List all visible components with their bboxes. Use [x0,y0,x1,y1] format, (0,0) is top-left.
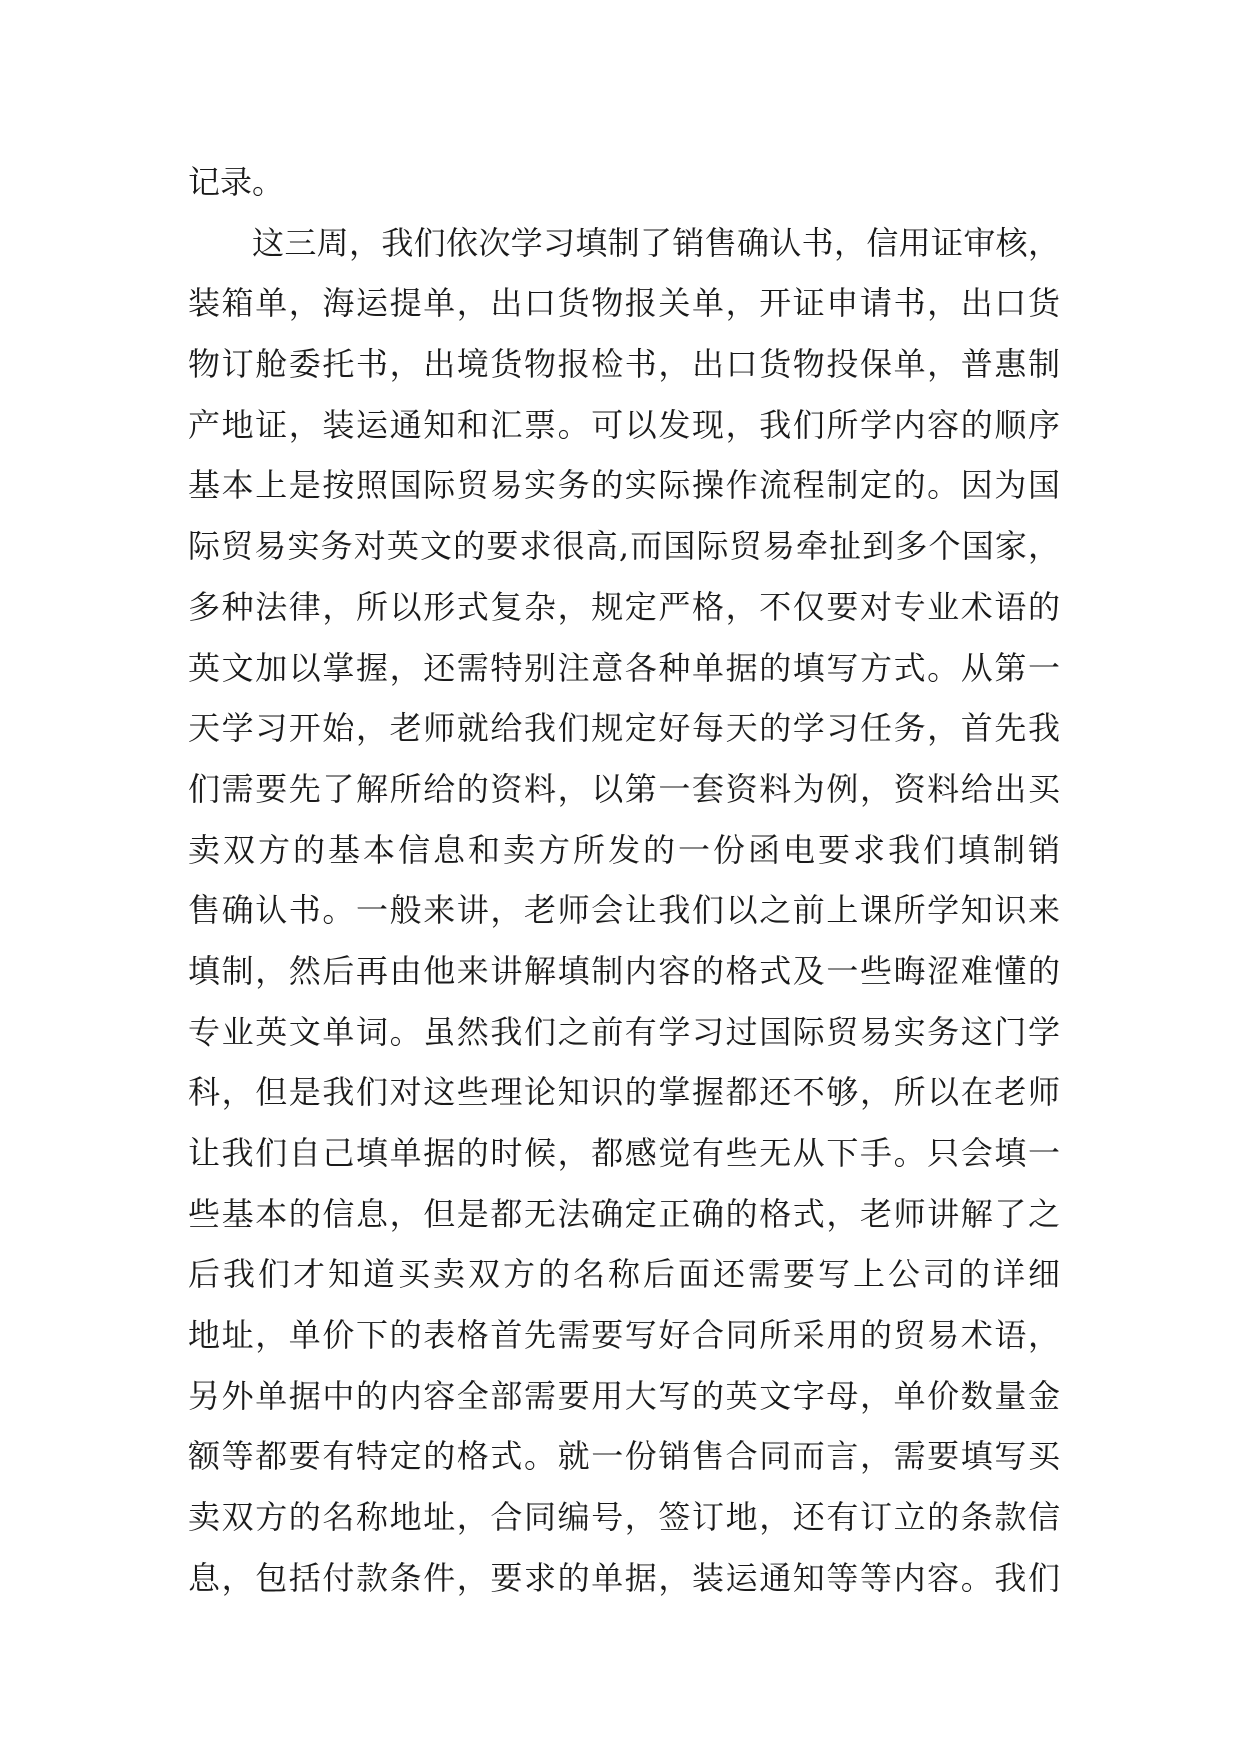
text-line: 另外单据中的内容全部需要用大写的英文字母，单价数量金 [188,1376,1060,1415]
text-line: 息，包括付款条件，要求的单据，装运通知等等内容。我们 [188,1558,1060,1597]
text-line: 这三周，我们依次学习填制了销售确认书，信用证审核， [252,223,1060,262]
text-line: 英文加以掌握，还需特别注意各种单据的填写方式。从第一 [188,648,1060,687]
text-line: 基本上是按照国际贸易实务的实际操作流程制定的。因为国 [188,466,1060,505]
text-line: 些基本的信息，但是都无法确定正确的格式，老师讲解了之 [188,1194,1060,1233]
paragraph [188,213,1060,1609]
text-line: 卖双方的基本信息和卖方所发的一份函电要求我们填制销 [188,830,1060,869]
text-line: 专业英文单词。虽然我们之前有学习过国际贸易实务这门学 [188,1012,1060,1051]
text-line: 卖双方的名称地址，合同编号，签订地，还有订立的条款信 [188,1498,1060,1537]
text-line: 后我们才知道买卖双方的名称后面还需要写上公司的详细 [188,1255,1060,1294]
body-text [188,152,1060,1609]
text-line: 额等都要有特定的格式。就一份销售合同而言，需要填写买 [188,1437,1060,1476]
text-line: 填制，然后再由他来讲解填制内容的格式及一些晦涩难懂的 [188,951,1060,990]
text-line: 装箱单，海运提单，出口货物报关单，开证申请书，出口货 [188,284,1060,323]
text-line: 际贸易实务对英文的要求很高,而国际贸易牵扯到多个国家， [188,527,1060,566]
text-line: 物订舱委托书，出境货物报检书，出口货物投保单，普惠制 [188,345,1060,384]
text-line: 售确认书。一般来讲，老师会让我们以之前上课所学知识来 [188,891,1060,930]
text-line: 让我们自己填单据的时候，都感觉有些无从下手。只会填一 [188,1134,1060,1172]
text-line: 天学习开始，老师就给我们规定好每天的学习任务，首先我 [188,709,1060,748]
text-line: 地址，单价下的表格首先需要写好合同所采用的贸易术语， [188,1316,1060,1355]
text-line: 科，但是我们对这些理论知识的掌握都还不够，所以在老师 [188,1073,1060,1112]
text-line: 们需要先了解所给的资料，以第一套资料为例，资料给出买 [188,769,1060,808]
text-line: 多种法律，所以形式复杂，规定严格，不仅要对专业术语的 [188,587,1060,626]
text-line: 记录。 [188,163,285,201]
text-line: 产地证，装运通知和汇票。可以发现，我们所学内容的顺序 [188,405,1060,444]
